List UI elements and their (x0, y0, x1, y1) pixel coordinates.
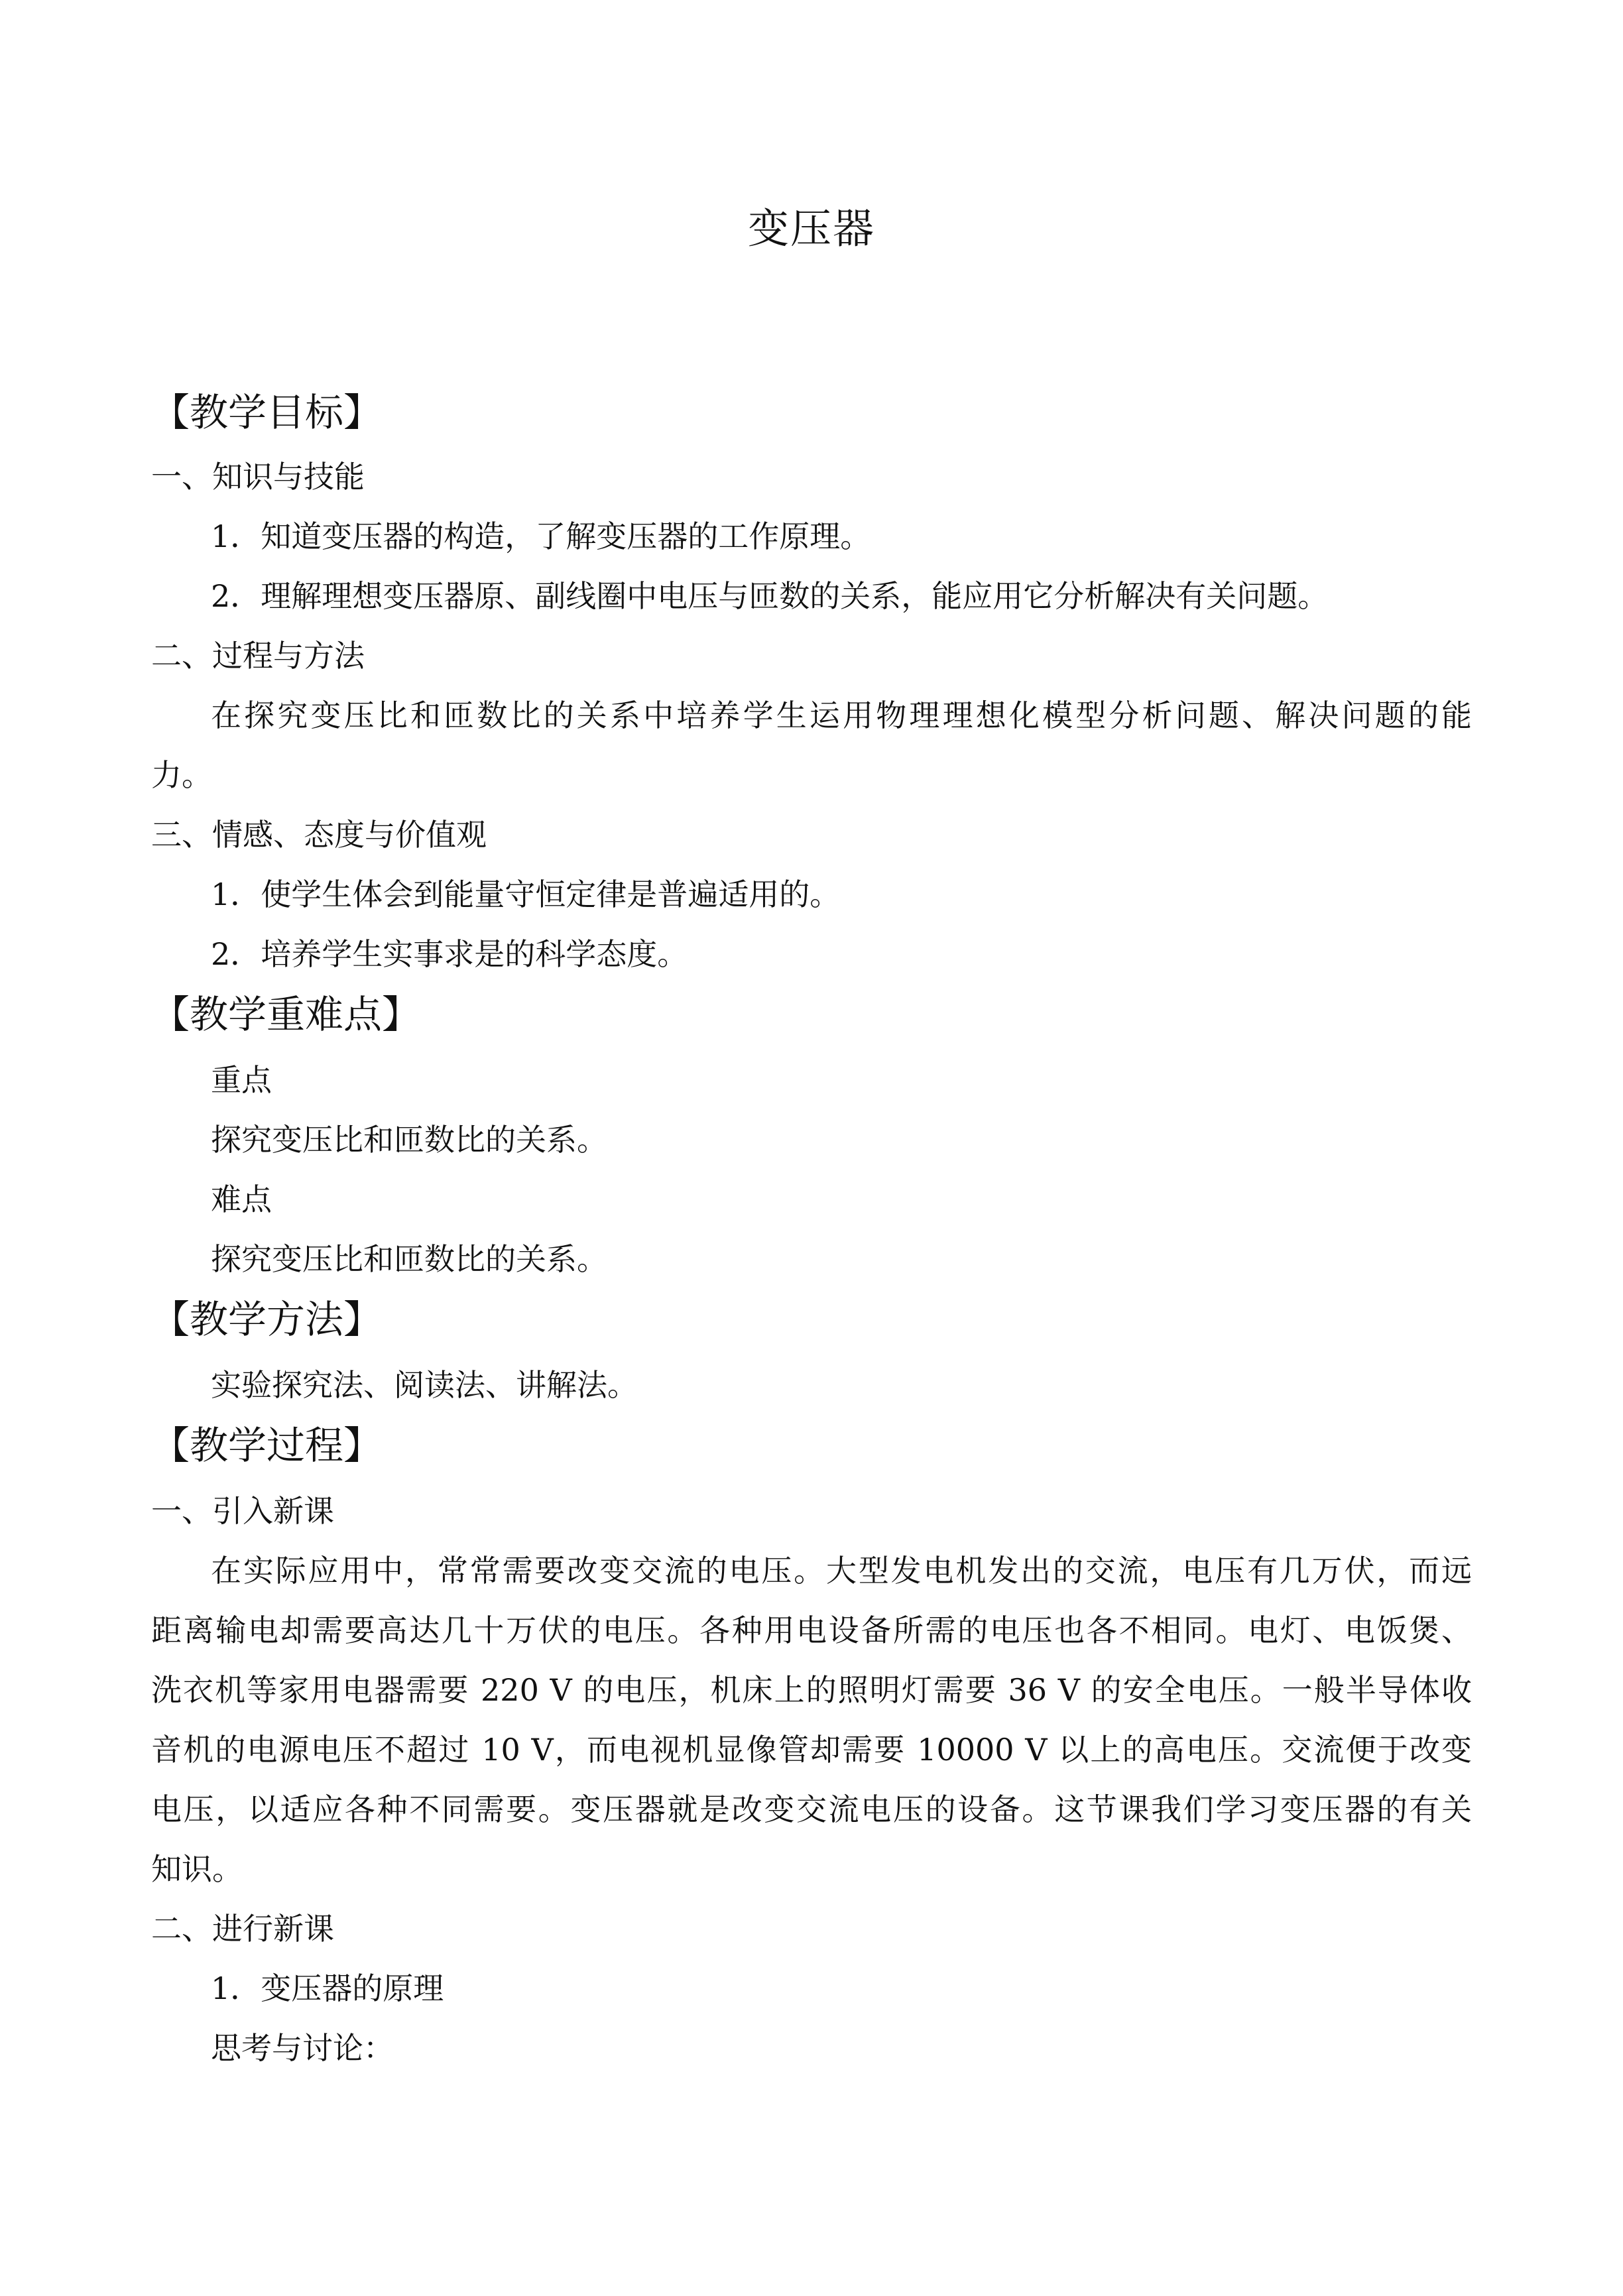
objective-item: 1．知道变压器的构造，了解变压器的工作原理。 (211, 518, 871, 554)
subsection-process-method: 二、过程与方法 (151, 638, 365, 674)
objective-item: 2．培养学生实事求是的科学态度。 (211, 936, 688, 972)
section-heading-teaching-process: 【教学过程】 (151, 1423, 383, 1468)
paragraph-line: 力。 (151, 757, 212, 793)
paragraph-line: 在实际应用中，常常需要改变交流的电压。大型发电机发出的交流，电压有几万伏，而远 (211, 1553, 1472, 1589)
objective-item: 1．使学生体会到能量守恒定律是普遍适用的。 (211, 876, 841, 912)
methods-text: 实验探究法、阅读法、讲解法。 (211, 1367, 638, 1403)
difficulty-label: 难点 (211, 1181, 272, 1217)
paragraph-line: 音机的电源电压不超过 10 V，而电视机显像管却需要 10000 V 以上的高电压。交流便于改变 (151, 1732, 1472, 1768)
section-heading-objectives: 【教学目标】 (151, 390, 383, 435)
subsection-knowledge-skills: 一、知识与技能 (151, 459, 365, 495)
focus-text: 探究变压比和匝数比的关系。 (211, 1122, 607, 1158)
difficulty-text: 探究变压比和匝数比的关系。 (211, 1241, 607, 1277)
paragraph-line: 洗衣机等家用电器需要 220 V 的电压，机床上的照明灯需要 36 V 的安全电压。一般半导体收 (151, 1672, 1472, 1708)
paragraph-line: 知识。 (151, 1851, 243, 1887)
topic-title: 1．变压器的原理 (211, 1970, 444, 2006)
subsection-introduction: 一、引入新课 (151, 1493, 334, 1529)
section-heading-methods: 【教学方法】 (151, 1297, 383, 1342)
document-title: 变压器 (747, 204, 875, 253)
paragraph-line: 在探究变压比和匝数比的关系中培养学生运用物理理想化模型分析问题、解决问题的能 (211, 697, 1472, 733)
subsection-emotion-values: 三、情感、态度与价值观 (151, 817, 487, 853)
focus-label: 重点 (211, 1062, 272, 1098)
paragraph-line: 电压，以适应各种不同需要。变压器就是改变交流电压的设备。这节课我们学习变压器的有关 (151, 1791, 1472, 1827)
objective-item: 2．理解理想变压器原、副线圈中电压与匝数的关系，能应用它分析解决有关问题。 (211, 578, 1329, 614)
discussion-label: 思考与讨论： (211, 2030, 394, 2066)
subsection-new-lesson: 二、进行新课 (151, 1911, 334, 1947)
paragraph-line: 距离输电却需要高达几十万伏的电压。各种用电设备所需的电压也各不相同。电灯、电饭煲、 (151, 1612, 1472, 1648)
section-heading-key-points: 【教学重难点】 (151, 992, 421, 1037)
